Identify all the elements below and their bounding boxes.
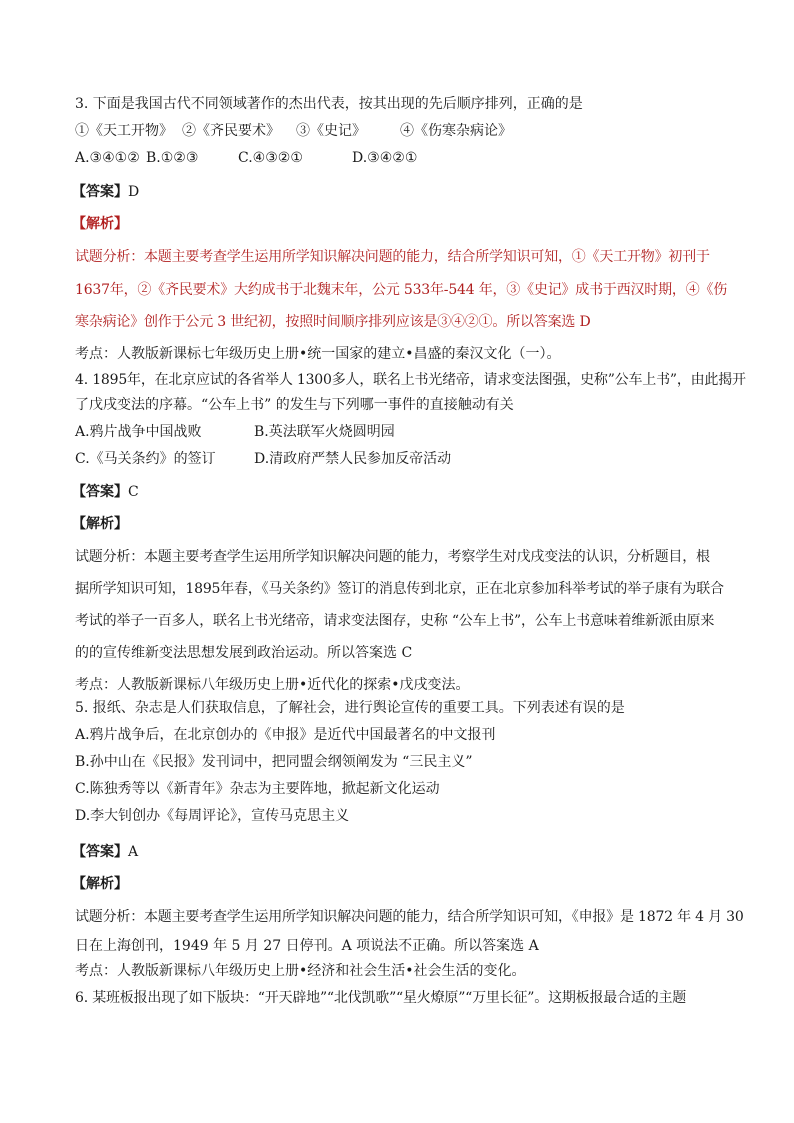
q3-analysis-line-1: 试题分析：本题主要考查学生运用所学知识解决问题的能力，结合所学知识可知，①《天工开物》初刊于 bbox=[75, 249, 710, 265]
q3-choice-b: B.①②③ bbox=[146, 150, 199, 166]
q3-choice-d: D.③④②① bbox=[352, 150, 418, 166]
q4-analysis-line-2: 据所学知识可知，1895年春，《马关条约》签订的消息传到北京，正在北京参加科举考试的举子康有为联合 bbox=[75, 581, 724, 597]
q3-choice-c: C.④③②① bbox=[238, 150, 303, 166]
q4-analysis-line-3: 考试的举子一百多人，联名上书光绪帝，请求变法图存，史称 “公车上书”，公车上书意味着维新派由原来 bbox=[75, 613, 715, 629]
answer-value: C bbox=[128, 484, 139, 500]
q5-stem: 5. 报纸、杂志是人们获取信息，了解社会，进行舆论宣传的重要工具。下列表述有误的是 bbox=[75, 700, 625, 716]
answer-value: A bbox=[128, 844, 139, 860]
q4-stem-line-1: 4. 1895年，在北京应试的各省举人 1300多人，联名上书光绪帝，请求变法图强，史称”公车上书”，由此揭开 bbox=[75, 372, 746, 388]
answer-label: 【答案】 bbox=[72, 184, 128, 200]
q3-answer bbox=[72, 182, 139, 202]
answer-value: D bbox=[128, 184, 140, 200]
q3-stem: 3. 下面是我国古代不同领域著作的杰出代表，按其出现的先后顺序排列，正确的是 bbox=[75, 96, 583, 112]
q5-choice-a: A.鸦片战争后，在北京创办的《申报》是近代中国最著名的中文报刊 bbox=[75, 727, 496, 743]
q3-item-1: ①《天工开物》 bbox=[75, 123, 173, 139]
q4-point: 考点：人教版新课标八年级历史上册•近代化的探索•戊戌变法。 bbox=[75, 677, 470, 693]
q5-choice-d: D.李大钊创办《每周评论》，宣传马克思主义 bbox=[75, 808, 350, 824]
q3-item-3: ③《史记》 bbox=[296, 123, 366, 139]
q4-choice-c: C.《马关条约》的签订 bbox=[75, 451, 216, 467]
q6-stem: 6. 某班板报出现了如下版块：“开天辟地”“北伐凯歌”“星火燎原”“万里长征”。这期板报最合适的主题 bbox=[75, 990, 687, 1006]
q4-analysis-label: 【解析】 bbox=[72, 516, 128, 532]
q5-analysis-label: 【解析】 bbox=[72, 876, 128, 892]
q4-stem-line-2: 了戊戌变法的序幕。“公车上书” 的发生与下列哪一事件的直接触动有关 bbox=[75, 397, 514, 413]
q5-analysis-line-1: 试题分析：本题主要考查学生运用所学知识解决问题的能力，结合所学知识可知，《申报》是 1872 年 4 月 30 bbox=[75, 909, 744, 925]
q4-choice-a: A.鸦片战争中国战败 bbox=[75, 424, 202, 440]
q3-item-2: ②《齐民要术》 bbox=[182, 123, 280, 139]
answer-label: 【答案】 bbox=[72, 844, 128, 860]
q3-analysis-label: 【解析】 bbox=[72, 216, 128, 232]
q4-analysis-line-1: 试题分析：本题主要考查学生运用所学知识解决问题的能力，考察学生对戊戌变法的认识，分析题目，根 bbox=[75, 549, 710, 565]
q3-choice-a: A.③④①② bbox=[75, 150, 140, 166]
q4-analysis-line-4: 的的宣传维新变法思想发展到政治运动。所以答案选 C bbox=[75, 645, 413, 661]
answer-label: 【答案】 bbox=[72, 484, 128, 500]
q4-choice-d: D.清政府严禁人民参加反帝活动 bbox=[254, 451, 452, 467]
q3-analysis-line-2: 1637年，②《齐民要术》大约成书于北魏末年，公元 533年-544 年，③《史记》成书于西汉时期，④《伤 bbox=[75, 282, 728, 298]
q5-analysis-line-2: 日在上海创刊，1949 年 5 月 27 日停刊。A 项说法不正确。所以答案选 A bbox=[75, 938, 539, 954]
q4-choice-b: B.英法联军火烧圆明园 bbox=[254, 424, 395, 440]
q4-answer bbox=[72, 482, 139, 502]
q5-point: 考点：人教版新课标八年级历史上册•经济和社会生活•社会生活的变化。 bbox=[75, 963, 526, 979]
q5-choice-c: C.陈独秀等以《新青年》杂志为主要阵地，掀起新文化运动 bbox=[75, 781, 440, 797]
q3-analysis-line-3: 寒杂病论》创作于公元 3 世纪初，按照时间顺序排列应该是③④②①。所以答案选 D bbox=[75, 314, 591, 330]
q5-answer bbox=[72, 842, 138, 862]
q5-choice-b: B.孙中山在《民报》发刊词中，把同盟会纲领阐发为 “三民主义” bbox=[75, 754, 473, 770]
q3-point: 考点：人教版新课标七年级历史上册•统一国家的建立•昌盛的秦汉文化（一）。 bbox=[75, 346, 561, 362]
q3-item-4: ④《伤寒杂病论》 bbox=[400, 123, 512, 139]
